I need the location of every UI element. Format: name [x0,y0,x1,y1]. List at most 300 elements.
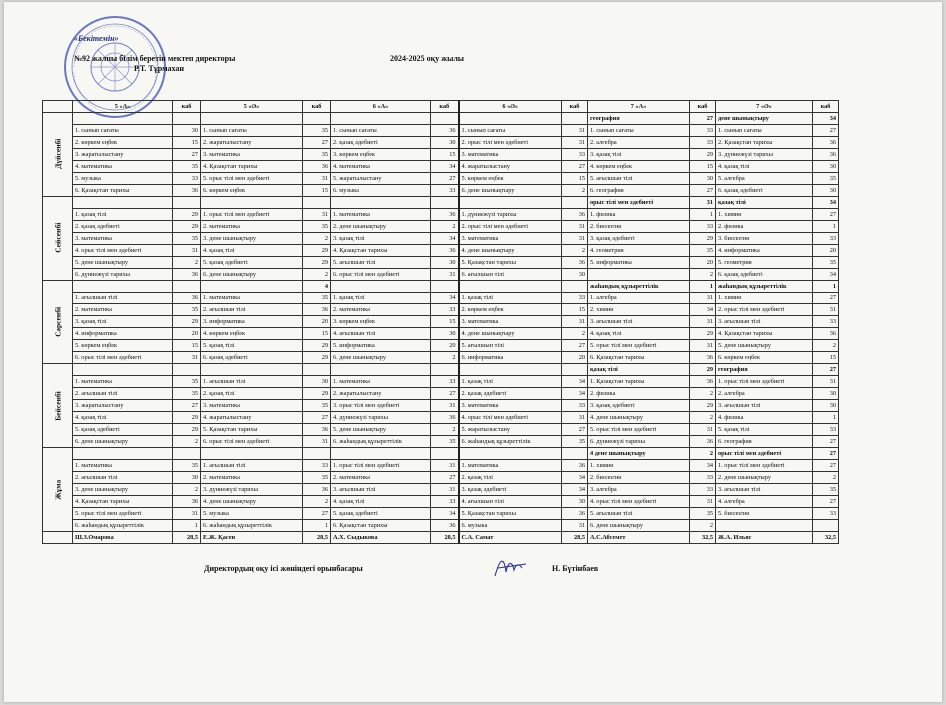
extra-lesson-room-cell [431,280,459,292]
extra-lesson-subject-cell [459,280,562,292]
lesson-subject-cell: 6. музыка [331,184,431,196]
lesson-subject-cell: 3. жаратылыстану [73,400,173,412]
lesson-subject-cell: 3. математика [201,148,303,160]
column-header: каб [813,101,839,113]
lesson-subject-cell: 1. орыс тілі мен әдебиеті [201,208,303,220]
extra-lesson-room-cell [431,112,459,124]
lesson-room-cell: 15 [813,352,839,364]
lesson-room-cell: 36 [690,436,716,448]
lesson-row [43,412,839,424]
lesson-subject-cell: 1. ағылшын тілі [201,460,303,472]
lesson-room-cell: 1 [303,519,331,531]
extra-lesson-room-cell [303,364,331,376]
extra-lesson-subject-cell [331,280,431,292]
lesson-room-cell: 15 [303,184,331,196]
lesson-room-cell: 33 [431,304,459,316]
extra-lesson-room-cell: 1 [813,280,839,292]
lesson-room-cell: 27 [303,136,331,148]
lesson-subject-cell: 3. математика [459,232,562,244]
director-name: Р.Т. Тұрмахан [134,64,184,73]
lesson-room-cell: 35 [690,507,716,519]
lesson-room-cell: 2 [173,436,201,448]
lesson-subject-cell: 1. сынып сағаты [331,124,431,136]
lesson-room-cell: 35 [813,256,839,268]
column-header: каб [690,101,716,113]
lesson-room-cell: 36 [813,148,839,160]
lesson-room-cell: 29 [173,424,201,436]
lesson-subject-cell: 3. қазақ әдебиеті [588,400,690,412]
lesson-room-cell: 29 [173,208,201,220]
lesson-row [43,388,839,400]
extra-lesson-subject-cell [331,364,431,376]
lesson-room-cell: 35 [173,388,201,400]
extra-lesson-room-cell: 1 [690,280,716,292]
lesson-room-cell: 35 [303,400,331,412]
lesson-subject-cell: 4. Қазақстан тарихы [201,160,303,172]
lesson-room-cell: 29 [173,316,201,328]
extra-lesson-subject-cell [73,112,173,124]
lesson-subject-cell: 6. дене шынықтыру [331,352,431,364]
lesson-row [43,292,839,304]
lesson-subject-cell: 6. Қазақстан тарихы [331,519,431,531]
lesson-subject-cell: 2. орыс тілі мен әдебиеті [459,136,562,148]
lesson-room-cell: 27 [813,124,839,136]
lesson-subject-cell: 4. қазақ тілі [201,244,303,256]
lesson-room-cell: 15 [173,136,201,148]
lesson-room-cell: 36 [431,124,459,136]
lesson-room-cell: 35 [303,292,331,304]
lesson-room-cell: 27 [813,495,839,507]
lesson-room-cell: 31 [690,340,716,352]
approval-school-line: №92 жалпы білім беретін мектеп директоры [74,54,236,63]
lesson-subject-cell: 2. физика [588,388,690,400]
lesson-room-cell: 27 [813,460,839,472]
lesson-subject-cell: 5. ағылшын тілі [588,507,690,519]
extra-lesson-subject-cell [201,196,303,208]
lesson-room-cell: 29 [303,388,331,400]
lesson-subject-cell: 5. жаратылыстану [331,172,431,184]
lesson-room-cell: 31 [431,400,459,412]
lesson-room-cell: 34 [431,160,459,172]
lesson-room-cell: 30 [173,124,201,136]
extra-lesson-room-cell [562,280,588,292]
column-header: каб [431,101,459,113]
teacher-hours-cell: 28,5 [562,531,588,543]
lesson-room-cell: 1 [813,412,839,424]
lesson-row [43,376,839,388]
lesson-room-cell: 31 [431,268,459,280]
extra-lesson-subject-cell [459,112,562,124]
lesson-room-cell: 36 [562,256,588,268]
lesson-subject-cell: 5. қазақ тілі [716,424,813,436]
lesson-subject-cell: 4. көркем еңбек [588,160,690,172]
lesson-subject-cell: 4. дене шынықтыру [459,328,562,340]
lesson-subject-cell: 2. көркем еңбек [73,136,173,148]
lesson-room-cell: 36 [173,292,201,304]
extra-lesson-subject-cell [73,364,173,376]
lesson-subject-cell: 4. қазақ тілі [716,160,813,172]
lesson-room-cell: 35 [813,172,839,184]
lesson-room-cell: 20 [562,352,588,364]
lesson-room-cell: 30 [813,160,839,172]
lesson-subject-cell: 6. жаһандық құзыреттілік [73,519,173,531]
lesson-subject-cell: 5. Қазақстан тарихы [459,256,562,268]
extra-lesson-room-cell [562,112,588,124]
lesson-room-cell: 36 [431,519,459,531]
lesson-subject-cell [716,519,813,531]
lesson-subject-cell: 5. Қазақстан тарихы [201,424,303,436]
lesson-subject-cell: 1. химия [588,460,690,472]
lesson-room-cell: 27 [431,172,459,184]
lesson-room-cell: 29 [303,256,331,268]
lesson-subject-cell: 4. ағылшын тілі [459,495,562,507]
lesson-subject-cell: 4. дене шынықтыру [459,244,562,256]
lesson-room-cell: 29 [173,220,201,232]
lesson-room-cell: 36 [690,376,716,388]
lesson-room-cell: 31 [303,436,331,448]
lesson-subject-cell: 3. дүниежүзі тарихы [201,484,303,496]
lesson-room-cell: 36 [562,208,588,220]
lesson-row [43,484,839,496]
lesson-subject-cell: 2. қазақ тілі [201,388,303,400]
lesson-row [43,460,839,472]
lesson-subject-cell: 6. дене шынықтыру [459,184,562,196]
lesson-subject-cell: 6. дүниежүзі тарихы [588,436,690,448]
lesson-subject-cell: 2. қазақ тілі [459,472,562,484]
lesson-subject-cell: 3. дене шынықтыру [73,484,173,496]
lesson-row [43,328,839,340]
lesson-subject-cell: 3. математика [459,400,562,412]
lesson-room-cell: 30 [690,172,716,184]
teacher-name-cell: Ш.З.Омарова [73,531,173,543]
lesson-room-cell: 2 [690,388,716,400]
lesson-room-cell: 35 [303,220,331,232]
lesson-room-cell: 33 [431,376,459,388]
lesson-row [43,507,839,519]
lesson-subject-cell: 2. қазақ әдебиеті [331,136,431,148]
lesson-subject-cell: 3. ағылшын тілі [588,316,690,328]
lesson-room-cell: 30 [813,184,839,196]
lesson-room-cell [813,519,839,531]
lesson-row [43,220,839,232]
lesson-room-cell: 36 [690,352,716,364]
lesson-room-cell: 36 [173,184,201,196]
lesson-room-cell: 34 [813,268,839,280]
lesson-room-cell: 27 [813,208,839,220]
lesson-room-cell: 31 [813,376,839,388]
lesson-room-cell: 35 [690,244,716,256]
lesson-room-cell: 34 [562,388,588,400]
lesson-room-cell: 2 [562,244,588,256]
extra-lesson-subject-cell [331,112,431,124]
extra-lesson-room-cell: 27 [690,112,716,124]
lesson-subject-cell: 1. дүниежүзі тарихы [459,208,562,220]
lesson-room-cell: 33 [303,460,331,472]
lesson-room-cell: 27 [431,472,459,484]
lesson-room-cell: 2 [303,232,331,244]
teacher-hours-cell: 28,5 [173,531,201,543]
lesson-subject-cell: 4. дүниежүзі тарихы [331,412,431,424]
lesson-subject-cell: 5. биология [716,507,813,519]
lesson-room-cell: 35 [303,472,331,484]
extra-lesson-room-cell [173,448,201,460]
approval-heading: «Бекітемін» [74,34,119,43]
lesson-room-cell: 36 [173,495,201,507]
lesson-room-cell: 2 [303,268,331,280]
lesson-row [43,436,839,448]
lesson-subject-cell: 3. дене шынықтыру [201,232,303,244]
lesson-subject-cell: 6. информатика [459,352,562,364]
day-label: Сейсенбі [43,196,73,280]
lesson-room-cell: 27 [303,412,331,424]
lesson-subject-cell: 1. физика [588,208,690,220]
lesson-room-cell: 33 [690,220,716,232]
lesson-subject-cell: 4. физика [716,412,813,424]
column-header: 5 «Ә» [201,101,303,113]
teachers-row-corner [43,531,73,543]
extra-lesson-subject-cell [73,280,173,292]
lesson-subject-cell: 4. орыс тілі мен әдебиеті [73,244,173,256]
deputy-name: Н. Бүтінбаев [552,564,599,573]
extra-lesson-subject-cell: 4 дене шынықтыру [588,448,690,460]
lesson-subject-cell: 4. математика [73,160,173,172]
lesson-room-cell: 27 [813,436,839,448]
extra-lesson-room-cell [173,196,201,208]
column-header: 7 «А» [588,101,690,113]
lesson-subject-cell: 5. ағылшын тілі [459,340,562,352]
extra-lesson-room-cell [431,196,459,208]
extra-lesson-subject-cell [459,196,562,208]
extra-lesson-room-cell [562,196,588,208]
lesson-subject-cell: 2. биология [588,472,690,484]
lesson-subject-cell: 4. қазақ тілі [73,412,173,424]
lesson-subject-cell: 1. математика [73,376,173,388]
lesson-room-cell: 2 [690,268,716,280]
lesson-subject-cell: 3. ағылшын тілі [716,316,813,328]
lesson-room-cell: 34 [562,472,588,484]
lesson-room-cell: 27 [562,160,588,172]
lesson-subject-cell: 5. геометрия [716,256,813,268]
extra-lesson-room-cell [173,280,201,292]
lesson-room-cell: 31 [562,519,588,531]
lesson-row [43,352,839,364]
lesson-room-cell: 33 [690,124,716,136]
lesson-subject-cell: 6. география [716,436,813,448]
extra-lesson-room-cell [173,112,201,124]
lesson-subject-cell: 5. музыка [73,172,173,184]
lesson-row [43,160,839,172]
lesson-room-cell: 36 [303,484,331,496]
lesson-room-cell: 33 [690,472,716,484]
teacher-name-cell: А.Х. Сыдыкова [331,531,431,543]
lesson-subject-cell: 4. орыс тілі мен әдебиеті [588,495,690,507]
lesson-row [43,124,839,136]
lesson-room-cell: 15 [690,160,716,172]
lesson-subject-cell: 3. ағылшын тілі [331,484,431,496]
lesson-subject-cell: 3. биология [716,232,813,244]
lesson-room-cell: 30 [813,400,839,412]
extra-lesson-room-cell: 27 [813,448,839,460]
lesson-row [43,148,839,160]
lesson-subject-cell: 6. орыс тілі мен әдебиеті [331,268,431,280]
lesson-room-cell: 36 [173,268,201,280]
lesson-room-cell: 35 [173,160,201,172]
extra-lesson-room-cell [303,448,331,460]
lesson-subject-cell: 2. ағылшын тілі [73,388,173,400]
lesson-room-cell: 1 [173,519,201,531]
lesson-subject-cell: 3. алгебра [588,484,690,496]
extra-lesson-room-cell [431,364,459,376]
lesson-subject-cell: 2. алгебра [716,388,813,400]
lesson-room-cell: 36 [813,136,839,148]
signature-mark [492,554,530,582]
lesson-subject-cell: 6. қазақ әдебиеті [716,184,813,196]
school-year: 2024-2025 оқу жылы [390,54,465,63]
lesson-subject-cell: 6. дене шынықтыру [73,436,173,448]
lesson-subject-cell: 2. биология [588,220,690,232]
teacher-hours-cell: 32,5 [813,531,839,543]
schedule-document [4,2,942,702]
lesson-subject-cell: 4. қазақ тілі [331,495,431,507]
extra-lesson-room-cell [173,364,201,376]
extra-lesson-subject-cell [73,196,173,208]
extra-lesson-subject-cell: дене шынықтыру [716,112,813,124]
lesson-subject-cell: 1. қазақ тілі [331,292,431,304]
lesson-subject-cell: 6. көркем еңбек [201,184,303,196]
lesson-room-cell: 15 [173,340,201,352]
lesson-subject-cell: 1. математика [459,460,562,472]
lesson-subject-cell: 1. орыс тілі мен әдебиеті [716,376,813,388]
lesson-room-cell: 36 [562,507,588,519]
extra-lesson-subject-cell: география [716,364,813,376]
lesson-subject-cell: 1. қазақ тілі [459,292,562,304]
lesson-room-cell: 2 [690,412,716,424]
lesson-row [43,184,839,196]
lesson-subject-cell: 1. ағылшын тілі [73,292,173,304]
lesson-room-cell: 34 [431,232,459,244]
lesson-room-cell: 33 [431,184,459,196]
lesson-room-cell: 29 [690,148,716,160]
lesson-subject-cell: 6. дене шынықтыру [588,519,690,531]
lesson-room-cell: 2 [431,220,459,232]
lesson-room-cell: 35 [173,232,201,244]
lesson-room-cell: 35 [303,124,331,136]
lesson-subject-cell: 4. математика [331,160,431,172]
lesson-subject-cell: 2. ағылшын тілі [201,304,303,316]
lesson-row [43,232,839,244]
lesson-subject-cell: 4. алгебра [716,495,813,507]
lesson-room-cell: 35 [303,148,331,160]
lesson-subject-cell: 1. алгебра [588,292,690,304]
lesson-room-cell: 33 [431,495,459,507]
lesson-room-cell: 33 [813,424,839,436]
lesson-subject-cell: 6. орыс тілі мен әдебиеті [73,352,173,364]
lesson-subject-cell: 4. дене шынықтыру [201,495,303,507]
schedule-table [42,100,839,544]
lesson-room-cell: 30 [813,388,839,400]
lesson-room-cell: 20 [690,256,716,268]
lesson-subject-cell: 5. орыс тілі мен әдебиеті [73,507,173,519]
extra-lesson-room-cell [431,448,459,460]
lesson-subject-cell: 3. орыс тілі мен әдебиеті [331,400,431,412]
lesson-room-cell: 35 [431,436,459,448]
lesson-row [43,400,839,412]
extra-lesson-subject-cell [331,196,431,208]
lesson-subject-cell: 2. дене шынықтыру [331,220,431,232]
lesson-subject-cell: 4. жаратылыстану [201,412,303,424]
lesson-subject-cell: 2. қазақ әдебиеті [73,220,173,232]
column-header: каб [303,101,331,113]
extra-lesson-subject-cell [201,364,303,376]
extra-lesson-subject-cell: жаһандық құзыреттілік [716,280,813,292]
lesson-subject-cell: 5. ағылшын тілі [588,172,690,184]
lesson-room-cell: 2 [562,328,588,340]
lesson-room-cell: 2 [690,519,716,531]
extra-lesson-subject-cell [459,448,562,460]
lesson-subject-cell: 4. информатика [716,244,813,256]
teacher-name-cell: А.С.Абсемет [588,531,690,543]
lesson-row [43,495,839,507]
lesson-row [43,136,839,148]
lesson-subject-cell: 3. математика [73,232,173,244]
lesson-subject-cell: 5. ағылшын тілі [331,256,431,268]
lesson-room-cell: 27 [562,340,588,352]
teacher-name-cell: С.А. Самат [459,531,562,543]
lesson-room-cell: 27 [562,424,588,436]
lesson-room-cell: 30 [562,268,588,280]
lesson-subject-cell: 3. қазақ әдебиеті [459,484,562,496]
day-label: Сәрсенбі [43,280,73,364]
teachers-row [43,531,839,543]
lesson-room-cell: 31 [690,316,716,328]
lesson-room-cell: 2 [562,184,588,196]
lesson-subject-cell: 6. жаһандық құзыреттілік [459,436,562,448]
lesson-room-cell: 33 [813,232,839,244]
lesson-room-cell: 33 [690,136,716,148]
column-header: 6 «Ә» [459,101,562,113]
lesson-room-cell: 29 [303,244,331,256]
lesson-room-cell: 36 [431,208,459,220]
lesson-subject-cell: 2. орыс тілі мен әдебиеті [716,304,813,316]
lesson-room-cell: 33 [690,484,716,496]
lesson-subject-cell: 4. Қазақстан тарихы [716,328,813,340]
lesson-room-cell: 33 [813,507,839,519]
day-label: Жұма [43,448,73,532]
lesson-room-cell: 30 [173,472,201,484]
lesson-room-cell: 27 [173,400,201,412]
lesson-subject-cell: 5. музыка [201,507,303,519]
lesson-room-cell: 36 [303,424,331,436]
lesson-room-cell: 2 [173,484,201,496]
lesson-subject-cell: 3. информатика [201,316,303,328]
lesson-room-cell: 29 [303,340,331,352]
lesson-room-cell: 15 [431,148,459,160]
lesson-room-cell: 31 [431,484,459,496]
lesson-subject-cell: 6. дүниежүзі тарихы [73,268,173,280]
lesson-room-cell: 36 [303,304,331,316]
extra-lesson-subject-cell [201,448,303,460]
extra-lesson-subject-cell [201,112,303,124]
lesson-row [43,472,839,484]
lesson-subject-cell: 6. көркем еңбек [716,352,813,364]
lesson-room-cell: 1 [813,220,839,232]
lesson-room-cell: 34 [690,460,716,472]
lesson-subject-cell: 4. орыс тілі мен әдебиеті [459,412,562,424]
lesson-subject-cell: 3. математика [459,316,562,328]
lesson-room-cell: 2 [431,424,459,436]
teacher-name-cell: Ж.А. Ильяс [716,531,813,543]
lesson-room-cell: 33 [173,172,201,184]
